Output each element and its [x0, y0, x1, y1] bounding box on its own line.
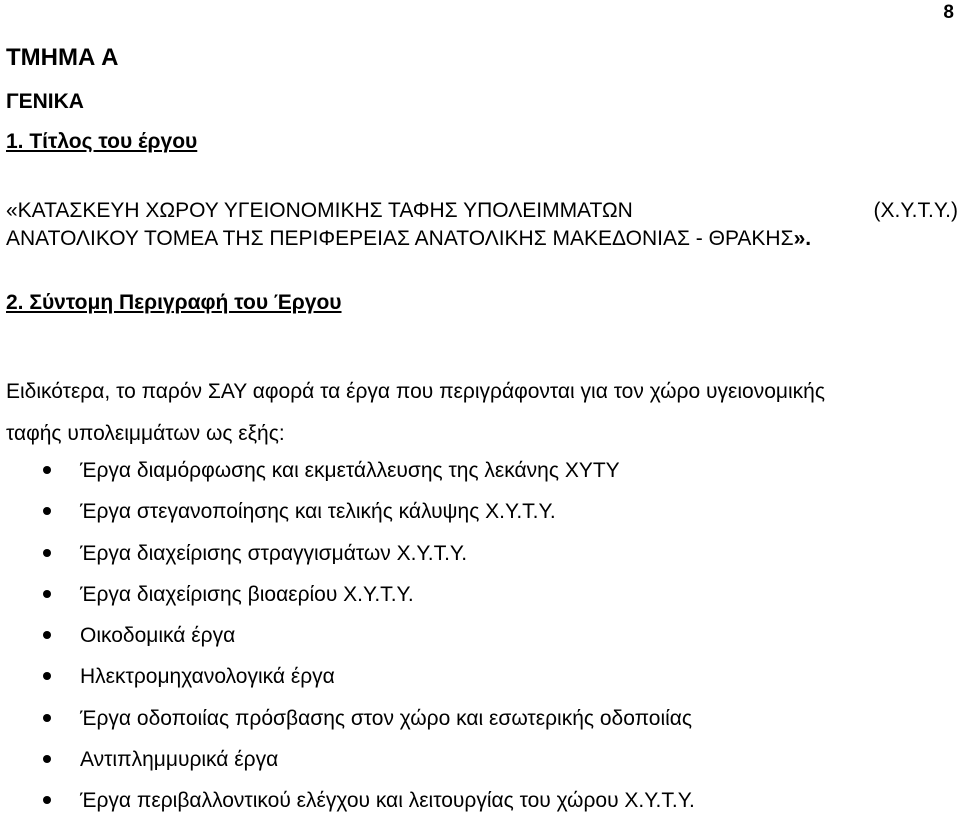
list-item-text: Έργα διαχείρισης βιοαερίου Χ.Υ.Τ.Υ.	[80, 582, 414, 606]
project-title-line-2-text: ΑΝΑΤΟΛΙΚΟΥ ΤΟΜΕΑ ΤΗΣ ΠΕΡΙΦΕΡΕΙΑΣ ΑΝΑΤΟΛΙΚΗΣ ΜΑΚΕΔΟΝΙΑΣ - ΘΡΑΚΗΣ	[6, 227, 794, 250]
list-item	[0, 739, 695, 780]
subsection-title: ΓΕΝΙΚΑ	[6, 90, 84, 113]
section-title: ΤΜΗΜΑ Α	[6, 44, 119, 71]
list-item-text: Ηλεκτρομηχανολογικά έργα	[80, 665, 335, 689]
list-item	[0, 450, 695, 491]
bullet-icon	[43, 796, 51, 804]
list-item-text: Έργα διαμόρφωσης και εκμετάλλευσης της λεκάνης ΧΥΤΥ	[80, 459, 620, 482]
list-item-text: Έργα περιβαλλοντικού ελέγχου και λειτουργίας του χώρου Χ.Υ.Τ.Υ.	[80, 789, 695, 813]
list-item	[0, 780, 695, 821]
list-item-text: Αντιπλημμυρικά έργα	[80, 748, 279, 772]
page-number: 8	[943, 2, 954, 23]
list-item	[0, 533, 695, 574]
project-title-line-1-left: «ΚΑΤΑΣΚΕΥΗ ΧΩΡΟΥ ΥΓΕΙΟΝΟΜΙΚΗΣ ΤΑΦΗΣ ΥΠΟΛΕΙΜΜΑΤΩΝ	[6, 199, 633, 222]
list-item-text: Έργα στεγανοποίησης και τελικής κάλυψης Χ.Υ.Τ.Υ.	[80, 500, 556, 524]
list-item-text: Έργα διαχείρισης στραγγισμάτων Χ.Υ.Τ.Υ.	[80, 541, 468, 565]
list-item	[0, 574, 695, 615]
list-item-text: Έργα οδοποιίας πρόσβασης στον χώρο και εσωτερικής οδοποιίας	[80, 706, 693, 730]
heading-short-description: 2. Σύντομη Περιγραφή του Έργου	[6, 291, 342, 314]
bullet-icon	[43, 549, 51, 557]
bullet-icon	[43, 631, 51, 639]
description-line-1: Ειδικότερα, το παρόν ΣΑΥ αφορά τα έργα που περιγράφονται για τον χώρο υγειονομικής	[6, 380, 825, 403]
list-item	[0, 615, 695, 656]
description-line-2: ταφής υπολειμμάτων ως εξής:	[6, 422, 285, 445]
project-title-line-2	[6, 225, 958, 253]
list-item	[0, 698, 695, 739]
bullet-icon	[43, 507, 51, 515]
project-title-line-1-right: (Χ.Υ.Τ.Υ.)	[873, 199, 958, 222]
project-title	[6, 197, 958, 253]
description-paragraph	[6, 371, 958, 455]
works-list	[0, 450, 695, 822]
list-item	[0, 491, 695, 532]
bullet-icon	[43, 590, 51, 598]
list-item	[0, 656, 695, 697]
bullet-icon	[43, 672, 51, 680]
heading-project-title: 1. Τίτλος του έργου	[6, 130, 198, 153]
bullet-icon	[43, 755, 51, 763]
bullet-icon	[43, 714, 51, 722]
project-title-line-2-end: ».	[793, 227, 812, 250]
bullet-icon	[43, 466, 51, 474]
list-item-text: Οικοδομικά έργα	[80, 624, 236, 648]
project-title-line-1	[6, 197, 958, 225]
